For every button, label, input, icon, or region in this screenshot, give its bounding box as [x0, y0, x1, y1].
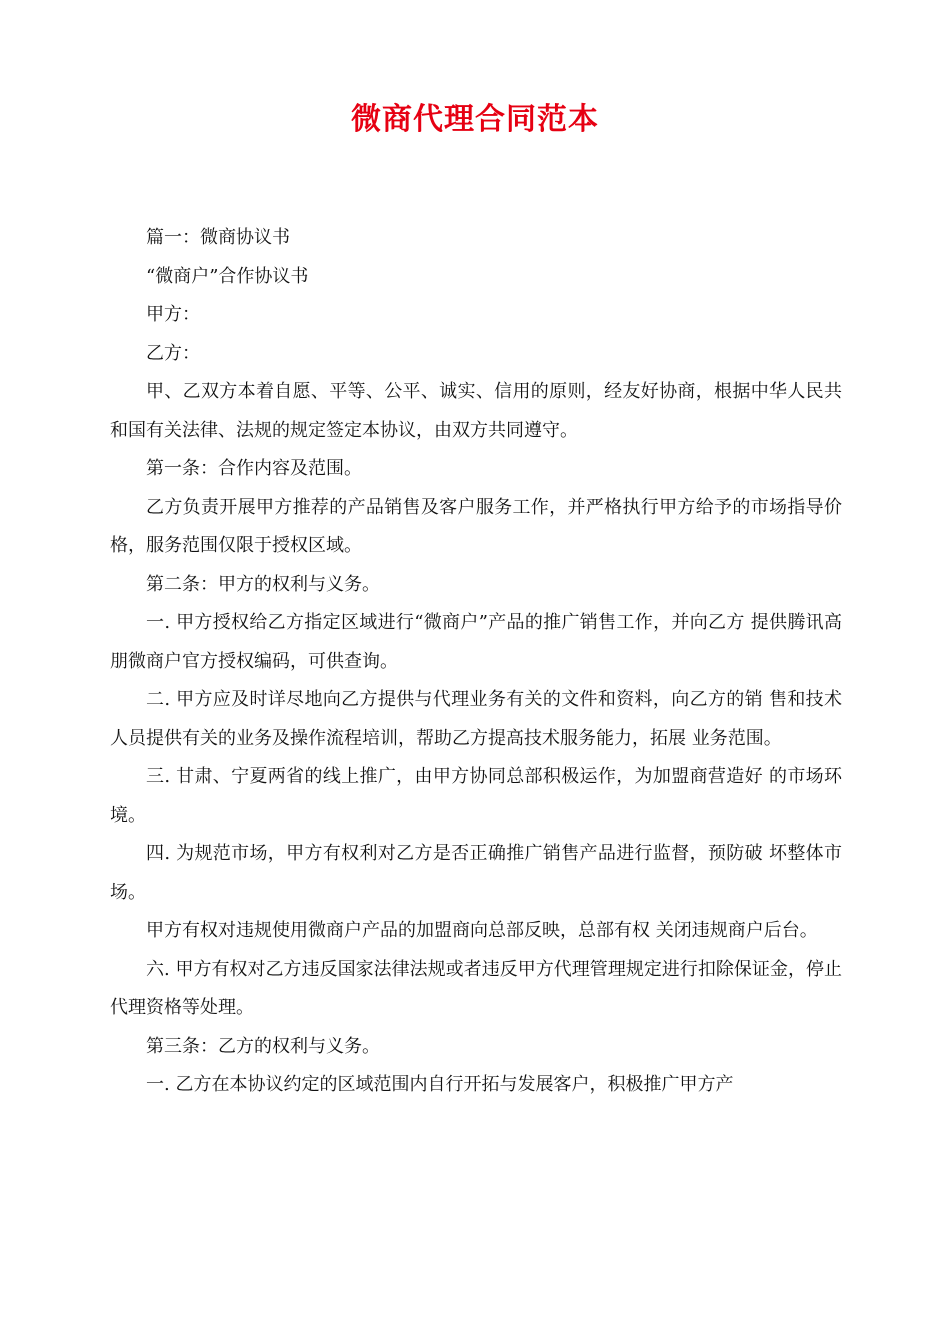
paragraph: “微商户”合作协议书 — [146, 265, 309, 287]
paragraph: 甲方： — [146, 304, 200, 325]
paragraph: 甲、乙双方本着自愿、平等、公平、诚实、信用的原则，经友好协商，根据中华人民共和国有关法律、法规的规定签定本协议，由双方共同遵守。 — [110, 381, 842, 441]
paragraph: 二. 甲方应及时详尽地向乙方提供与代理业务有关的文件和资料，向乙方的销 售和技术人员提供有关的业务及操作流程培训，帮助乙方提高技术服务能力，拓展 业务范围。 — [110, 689, 842, 749]
paragraph: 第一条：合作内容及范围。 — [146, 458, 362, 479]
paragraph: 甲方有权对违规使用微商户产品的加盟商向总部反映，总部有权 关闭违规商户后台。 — [146, 920, 818, 941]
paragraph: 一. 甲方授权给乙方指定区域进行“微商户”产品的推广销售工作，并向乙方 提供腾讯高朋微商户官方授权编码，可供查询。 — [110, 612, 842, 672]
paragraph: 三. 甘肃、宁夏两省的线上推广，由甲方协同总部积极运作，为加盟商营造好 的市场环境。 — [110, 766, 842, 826]
document-body — [110, 219, 842, 1105]
paragraph: 一. 乙方在本协议约定的区域范围内自行开拓与发展客户，积极推广甲方产 — [146, 1074, 734, 1095]
paragraph: 第二条：甲方的权利与义务。 — [146, 573, 380, 595]
paragraph: 第三条：乙方的权利与义务。 — [146, 1035, 380, 1057]
paragraph: 篇一：微商协议书 — [146, 227, 290, 248]
paragraph: 乙方负责开展甲方推荐的产品销售及客户服务工作，并严格执行甲方给予的市场指导价格，服务范围仅限于授权区域。 — [110, 496, 842, 556]
paragraph: 六. 甲方有权对乙方违反国家法律法规或者违反甲方代理管理规定进行扣除保证金，停止代理资格等处理。 — [110, 958, 842, 1018]
document-title: 微商代理合同范本 — [351, 102, 599, 137]
paragraph: 乙方： — [146, 342, 200, 364]
paragraph: 四. 为规范市场，甲方有权利对乙方是否正确推广销售产品进行监督，预防破 坏整体市场。 — [110, 843, 842, 903]
